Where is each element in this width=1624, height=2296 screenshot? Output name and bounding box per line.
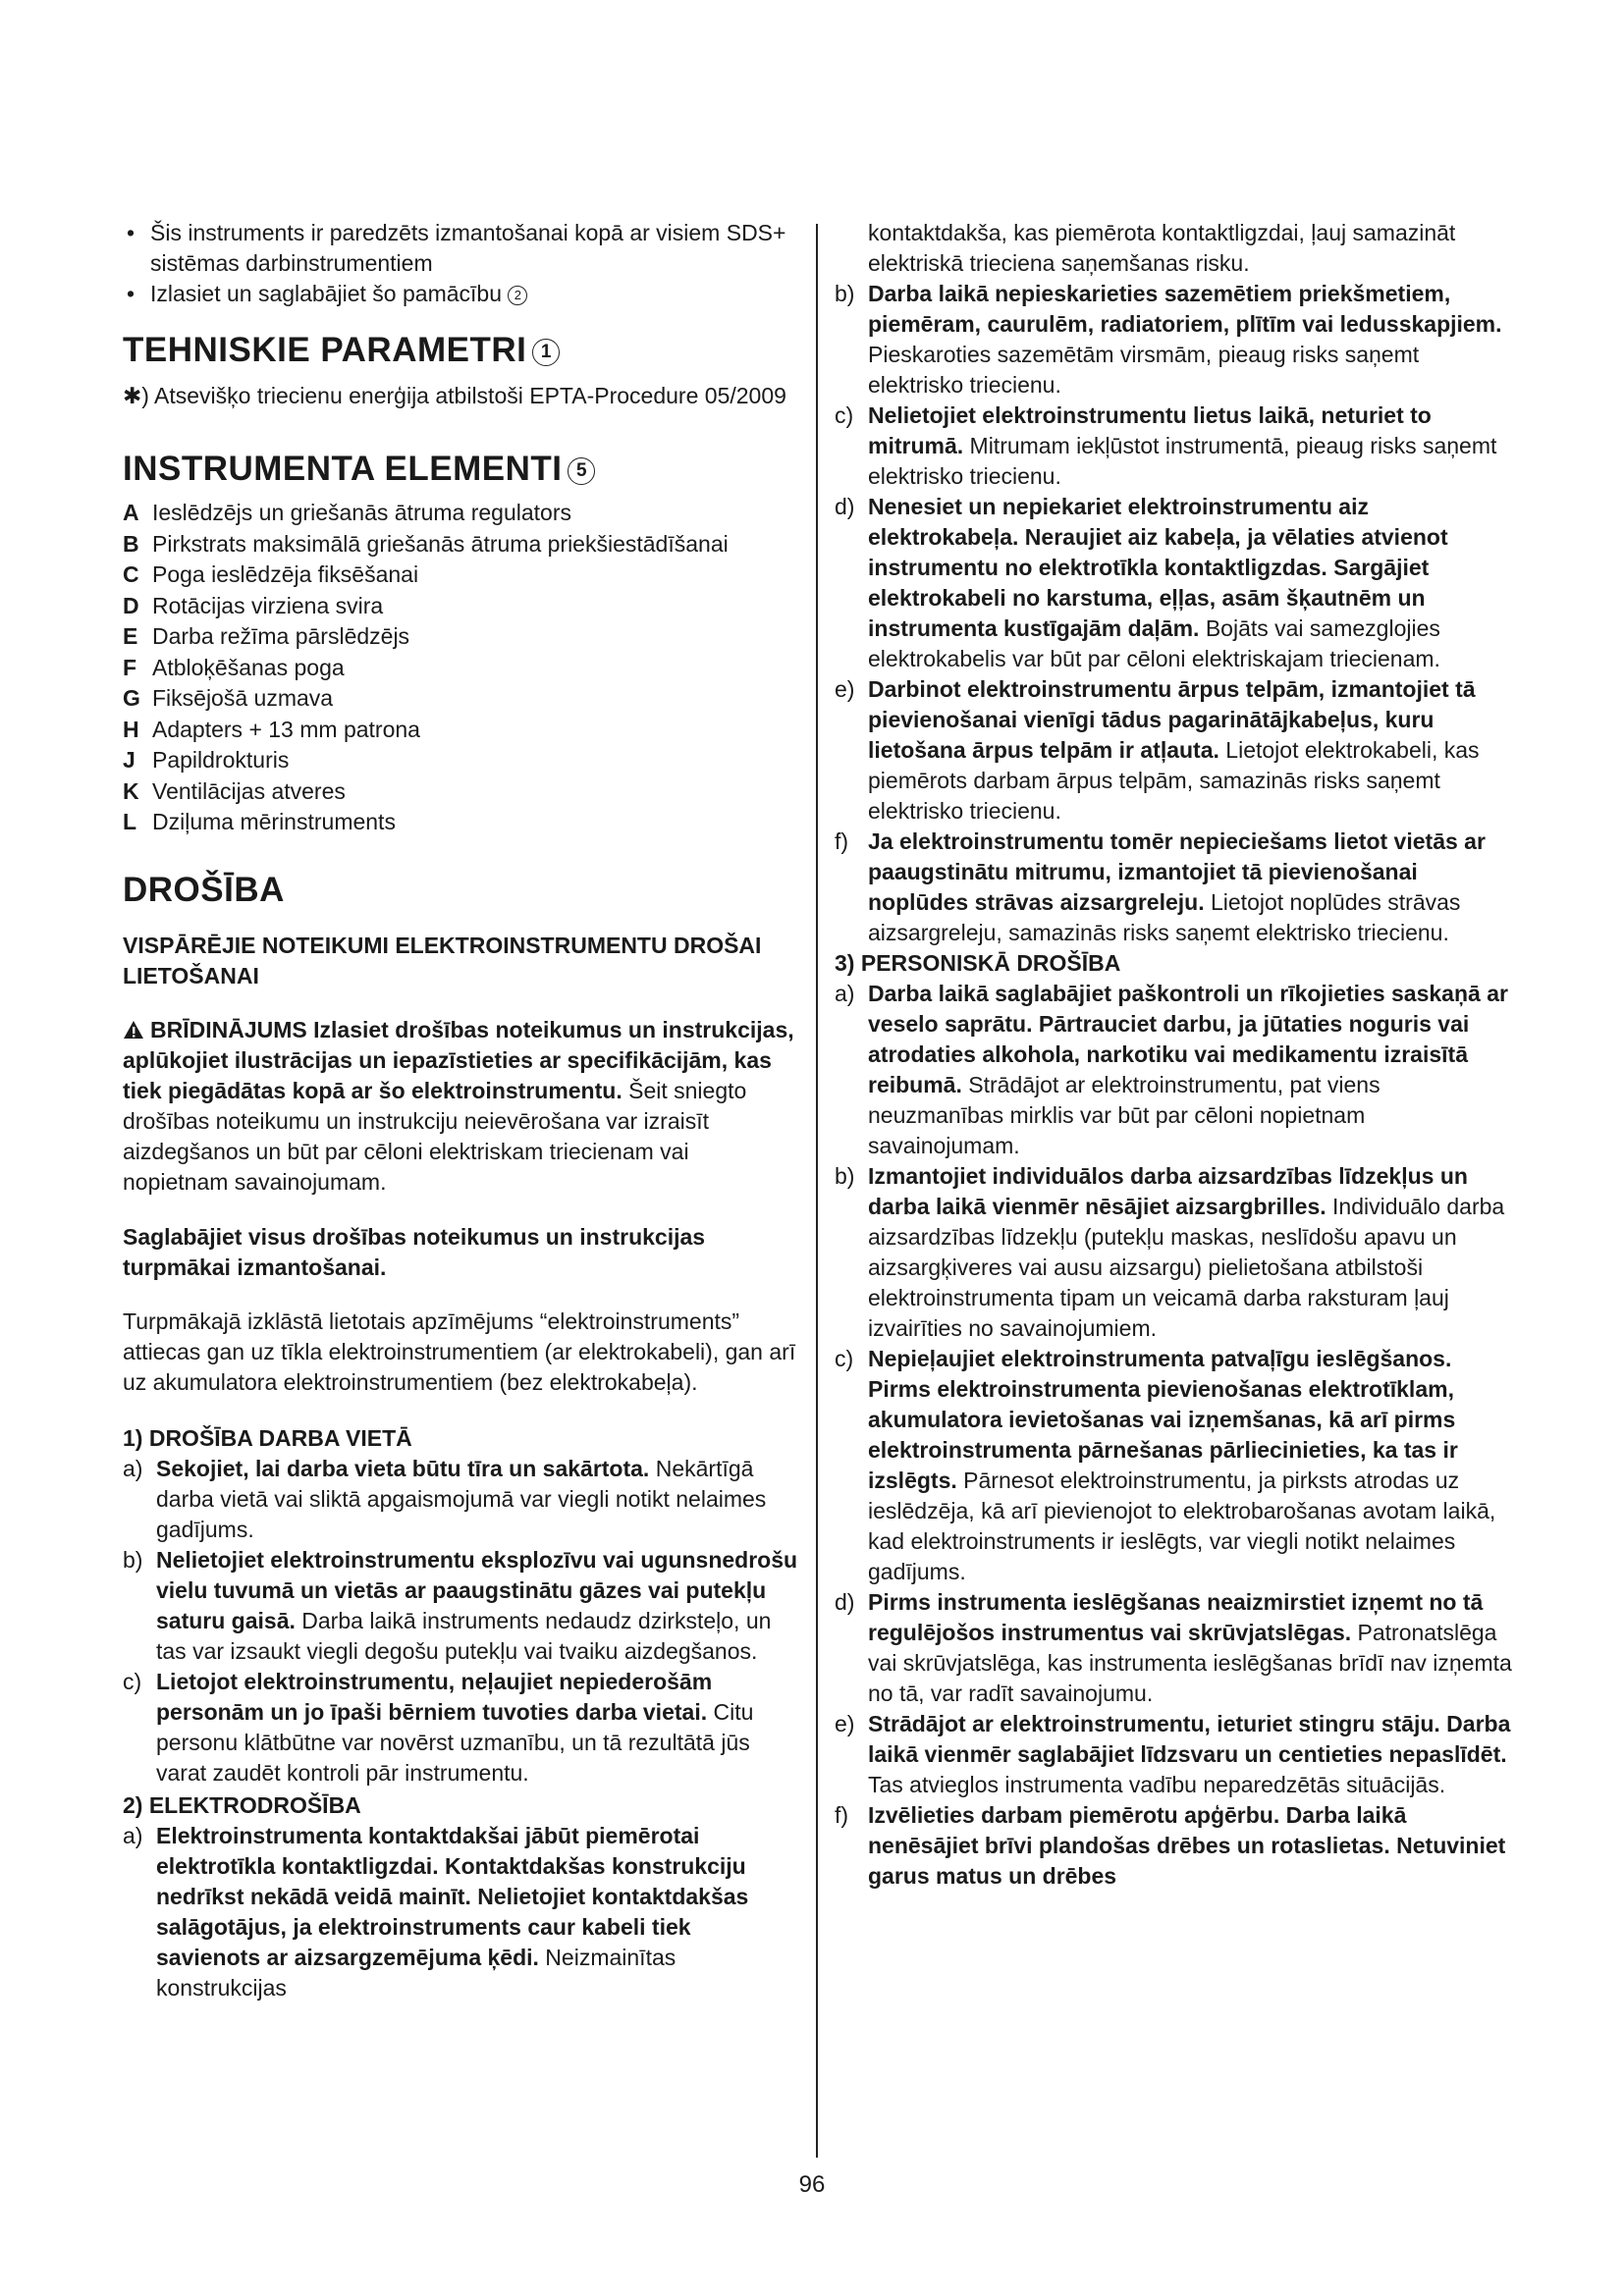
bullet-item: • Šis instruments ir paredzēts izmantošanai kopā ar visiem SDS+ sistēmas darbinstrumentiem: [127, 220, 786, 276]
warning-paragraph: BRĪDINĀJUMS Izlasiet drošības noteikumus un instrukcijas, aplūkojiet ilustrācijas un iepazīstieties ar specifikācijām, kas tiek piegādātas kopā ar šo elektroinstrumentu. Šeit sniegto drošības noteikumu un instrukciju neievērošana var izraisīt aizdegšanos un būt par cēloni elektriskam triecienam vai nopietnam savainojumam.: [123, 1016, 794, 1195]
electrical-safety-heading: 2) ELEKTRODROŠĪBA: [123, 1791, 361, 1818]
figure-ref-2: 2: [508, 286, 527, 305]
legend-item: B Pirkstrats maksimālā griešanās ātruma priekšiestādīšanai: [123, 530, 729, 557]
rule-continuation: kontaktdakša, kas piemērota kontaktligzdai, ļauj samazināt elektriskā trieciena saņemšanas risku.: [868, 220, 1456, 276]
rule-item: b) Darba laikā nepieskarieties sazemētiem priekšmetiem, piemēram, caurulēm, radiatoriem, plītīm vai ledusskapjiem. Pieskaroties sazemētām virsmām, pieaug risks saņemt elektrisko triecienu.: [835, 281, 1502, 398]
rule-item: e) Strādājot ar elektroinstrumentu, ieturiet stingru stāju. Darba laikā vienmēr saglabājiet līdzsvaru un centieties nepaslīdēt. Tas atvieglos instrumenta vadību neparedzētās situācijās.: [835, 1711, 1511, 1797]
figure-ref-1: 1: [532, 339, 560, 366]
legend-item: J Papildrokturis: [123, 747, 290, 773]
rule-item: a) Sekojiet, lai darba vieta būtu tīra un sakārtota. Nekārtīgā darba vietā vai sliktā apgaismojumā var viegli notikt nelaimes gadījums.: [123, 1455, 767, 1542]
right-column: [835, 218, 1512, 1892]
bullet-item: • Izlasiet un saglabājiet šo pamācību 2: [123, 279, 800, 309]
rule-item: a) Darba laikā saglabājiet paškontroli un rīkojieties saskaņā ar veselo saprātu. Pārtrauciet darbu, ja jūtaties noguris vai atrodaties alkohola, narkotiku vai medikamentu izraisītā reibumā. Strādājot ar elektroinstrumentu, pat viens neuzmanības mirklis var būt par cēloni nopietnam savainojumam.: [835, 981, 1508, 1158]
safety-heading: DROŠĪBA: [123, 870, 285, 909]
legend-item: G Fiksējošā uzmava: [123, 685, 334, 711]
left-column: [123, 218, 800, 2003]
legend-item: E Darba režīma pārslēdzējs: [123, 623, 410, 649]
keep-instructions: Saglabājiet visus drošības noteikumus un instrukcijas turpmākai izmantošanai.: [123, 1223, 706, 1280]
rule-item: b) Izmantojiet individuālos darba aizsardzības līdzekļus un darba laikā vienmēr nēsājiet aizsargbrilles. Individuālo darba aizsardzības līdzekļu (putekļu maskas, neslīdošu apavu un aizsargķiveres vai ausu aizsargu) pielietošana atbilstoši elektroinstrumenta tipam un veicamā darba raksturam ļauj izvairīties no savainojumiem.: [835, 1163, 1505, 1341]
work-area-safety-heading: 1) DROŠĪBA DARBA VIETĀ: [123, 1424, 412, 1451]
tech-note: ✱) Atsevišķo triecienu enerģija atbilstoši EPTA-Procedure 05/2009: [123, 383, 786, 408]
elements-heading: INSTRUMENTA ELEMENTI 5: [123, 449, 800, 490]
rule-item: d) Nenesiet un nepiekariet elektroinstrumentu aiz elektrokabeļa. Neraujiet aiz kabeļa, ja vēlaties atvienot instrumentu no elektrotīkla kontaktligzdas. Sargājiet elektrokabeli no karstuma, eļļas, asām šķautnēm un instrumenta kustīgajām daļām. Bojāts vai samezglojies elektrokabelis var būt par cēloni elektriskajam triecienam.: [835, 494, 1448, 671]
warning-icon: [123, 1020, 144, 1040]
legend-item: H Adapters + 13 mm patrona: [123, 716, 420, 742]
legend-item: L Dziļuma mērinstruments: [123, 809, 396, 834]
legend-item: C Poga ieslēdzēja fiksēšanai: [123, 561, 419, 587]
legend-item: F Atbloķēšanas poga: [123, 654, 345, 680]
rule-item: f) Izvēlieties darbam piemērotu apģērbu. Darba laikā nenēsājiet brīvi plandošas drēbes un rotaslietas. Netuviniet garus matus un drēbes: [835, 1802, 1506, 1889]
tech-params-heading: TEHNISKIE PARAMETRI 1: [123, 330, 800, 371]
rule-item: c) Nepieļaujiet elektroinstrumenta patvaļīgu ieslēgšanos. Pirms elektroinstrumenta pievienošanas elektrotīklam, akumulatora ievietošanas vai izņemšanas, kā arī pirms elektroinstrumenta pārnešanas pārliecinieties, ka tas ir izslēgts. Pārnesot elektroinstrumentu, ja pirksts atrodas uz ieslēdzēja, kā arī pievienojot to elektrobarošanas avotam laikā, kad elektroinstruments ir ieslēgts, var viegli notikt nelaimes gadījums.: [835, 1346, 1496, 1584]
rule-item: b) Nelietojiet elektroinstrumentu eksplozīvu vai ugunsnedrošu vielu tuvumā un vietās ar paaugstinātu gāzes vai putekļu saturu gaisā. Darba laikā instruments nedaudz dzirksteļo, un tas var izsaukt viegli degošu putekļu vai tvaiku aizdegšanos.: [123, 1546, 798, 1664]
term-definition: Turpmākajā izklāstā lietotais apzīmējums “elektroinstruments” attiecas gan uz tīkla elektroinstrumentiem (ar elektrokabeli), gan arī uz akumulatora elektroinstrumentiem (bez elektrokabeļa).: [123, 1308, 796, 1395]
page-number: 96: [798, 2171, 826, 2198]
rule-item: c) Nelietojiet elektroinstrumentu lietus laikā, neturiet to mitrumā. Mitrumam iekļūstot instrumentā, pieaug risks saņemt elektrisko triecienu.: [835, 402, 1497, 489]
rule-item: f) Ja elektroinstrumentu tomēr nepieciešams lietot vietās ar paaugstinātu mitrumu, izmantojiet tā pievienošanai noplūdes strāvas aizsargreleju. Lietojot noplūdes strāvas aizsargreleju, samazinās risks saņemt elektrisko triecienu.: [835, 828, 1486, 945]
personal-safety-heading: 3) PERSONISKĀ DROŠĪBA: [835, 950, 1121, 976]
legend-item: A Ieslēdzējs un griešanās ātruma regulators: [123, 500, 572, 525]
rule-item: e) Darbinot elektroinstrumentu ārpus telpām, izmantojiet tā pievienošanai vienīgi tādus pagarinātājkabeļus, kuru lietošana ārpus telpām ir atļauta. Lietojot elektrokabeli, kas piemērots darbam ārpus telpām, samazinās risks saņemt elektrisko triecienu.: [835, 676, 1480, 824]
rule-item: d) Pirms instrumenta ieslēgšanas neaizmirstiet izņemt no tā regulējošos instrumentus vai skrūvjatslēgas. Patronatslēga vai skrūvjatslēga, kas instrumenta ieslēgšanas brīdī nav izņemta no tā, var radīt savainojumu.: [835, 1589, 1512, 1706]
legend-item: D Rotācijas virziena svira: [123, 592, 384, 618]
elements-legend: [123, 498, 800, 838]
rule-item: c) Lietojot elektroinstrumentu, neļaujiet nepiederošām personām un jo īpaši bērniem tuvoties darba vietai. Citu personu klātbūtne var novērst uzmanību, un tā rezultātā jūs varat zaudēt kontroli pār instrumentu.: [123, 1668, 754, 1786]
general-rules-heading: VISPĀRĒJIE NOTEIKUMI ELEKTROINSTRUMENTU DROŠAI LIETOŠANAI: [123, 932, 762, 988]
figure-ref-5: 5: [568, 457, 595, 485]
column-divider: [816, 224, 818, 2158]
legend-item: K Ventilācijas atveres: [123, 777, 346, 804]
rule-item: a) Elektroinstrumenta kontaktdakšai jābūt piemērotai elektrotīkla kontaktligzdai. Kontaktdakšas konstrukciju nedrīkst nekādā veidā mainīt. Nelietojiet kontaktdakšas salāgotājus, ja elektroinstruments caur kabeli tiek savienots ar aizsargzemējuma ķēdi. Neizmainītas konstrukcijas: [123, 1822, 749, 2001]
